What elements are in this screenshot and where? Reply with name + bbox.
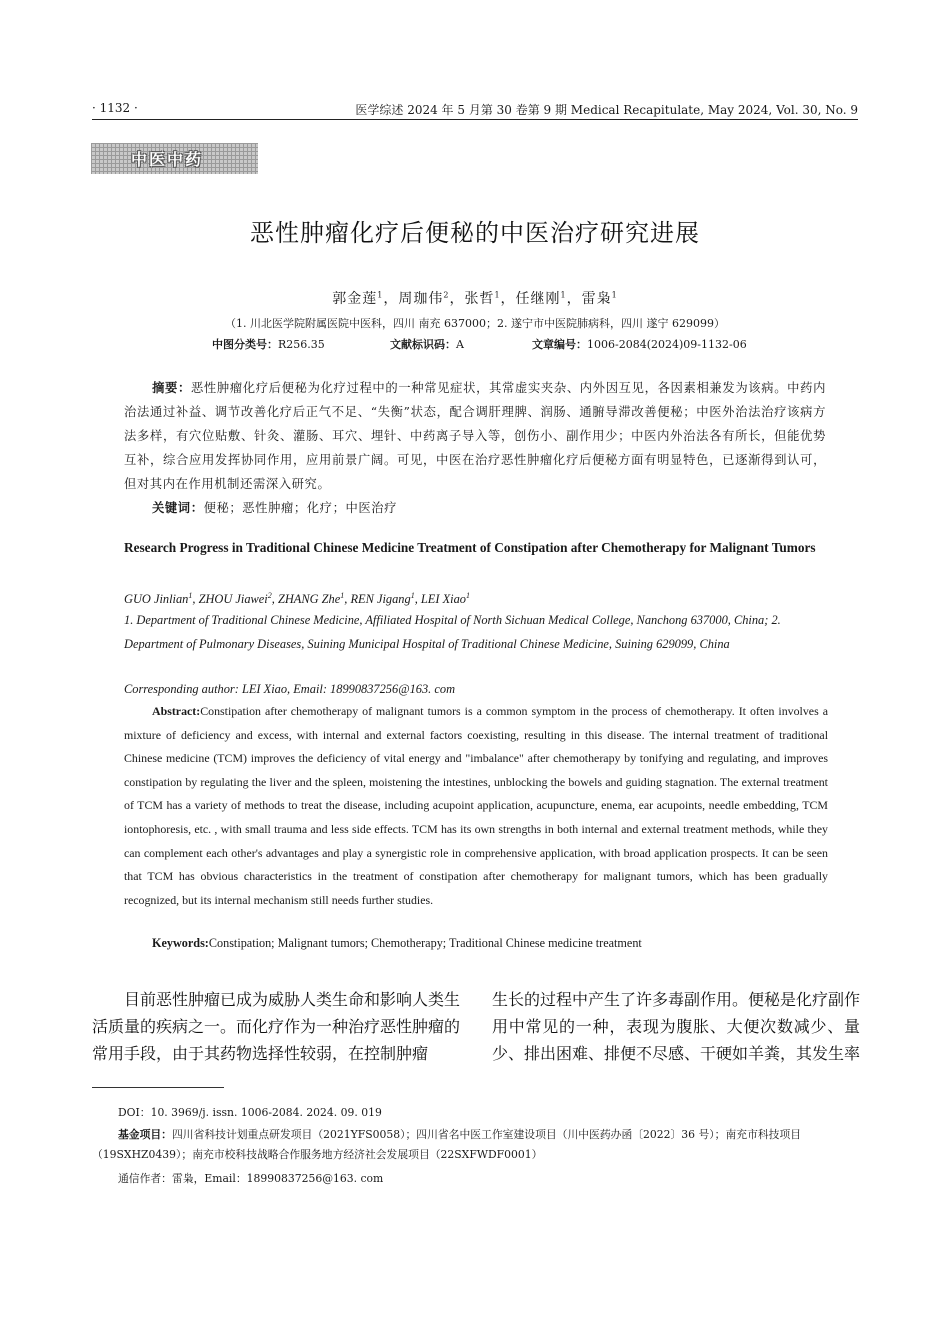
en-keywords-text: Constipation; Malignant tumors; Chemotherapy; Traditional Chinese medicine treatment [208,936,642,950]
article-no-label: 文章编号： [532,338,587,351]
article-title: 恶性肿瘤化疗后便秘的中医治疗研究进展 [250,219,700,247]
author-name: 张哲 [464,291,495,307]
author-sup: 1 [377,290,384,300]
author-sup: 1 [494,290,501,300]
english-corresponding-author: Corresponding author: LEI Xiao, Email: 18990837256@163. com [124,682,456,696]
author-name: 雷枭 [581,291,612,307]
footnote-corresponding: 通信作者：雷枭，Email：18990837256@163. com [118,1172,384,1185]
author-sup: 2 [443,290,450,300]
journal-info: 医学综述 2024 年 5 月第 30 卷第 9 期 Medical Recapitulate, May 2024, Vol. 30, No. 9 [355,103,858,117]
author-name: 郭金莲 [332,291,378,307]
en-abstract-text: Constipation after chemotherapy of malignant tumors is a common symptom in the process of chemotherapy. It often involves a mixture of deficiency and excess, with internal and external factors coexisting, resulting in this disease. The internal treatment of traditional Chinese medicine (TCM) improves the deficiency of vital energy and "imbalance" after chemotherapy by tonifying and regulating, and improves constipation by regulating the liver and the spleen, moistening the intestines, unblocking the bowels and guiding stagnation. The external treatment of TCM has a variety of methods to treat the disease, including acupoint application, acupuncture, enema, ear acupoints, needle embedding, TCM iontophoresis, etc. , with small trauma and less side effects. TCM has its own strengths in both internal and external treatment methods, while they can complement each other's advantages and play a synergistic role in comprehensive application, with broad application prospects. It can be seen that TCM has obvious characteristics in the treatment of constipation after chemotherapy for malignant tumors, which has been gradually recognized, but its internal mechanism still needs further studies. [124,704,828,907]
fund-label: 基金项目： [118,1128,172,1141]
author-sup: 1 [611,290,618,300]
document-code [390,336,464,352]
chinese-abstract [124,376,826,496]
author-list: 郭金莲$^1$，周珈伟$^2$，张哲$^1$，任继刚$^1$，雷枭$^1$ [332,290,618,307]
en-author-sup: 2 [267,591,272,600]
en-author-sup: 1 [340,591,345,600]
fund-text: 四川省科技计划重点研发项目（2021YFS0058）；四川省名中医工作室建设项目（川中医药办函〔2022〕36 号）；南充市科技项目（19SXHZ0439）；南充市校科技战略合作服务地方经济社会发展项目（22SXFWDF0001） [92,1128,802,1161]
en-keywords-label: Keywords: [152,936,209,950]
en-author-name: LEI Xiao [420,592,466,607]
cn-abstract-text: 恶性肿瘤化疗后便秘为化疗过程中的一种常见症状，其常虚实夹杂、内外因互见，各因素相兼发为该病。中药内治法通过补益、调节改善化疗后正气不足、“失衡”状态，配合调肝理脾、润肠、通腑导滞改善便秘；中医外治法治疗该病方法多样，有穴位贴敷、针灸、灌肠、耳穴、埋针、中药离子导入等，创伤小、副作用少；中医内外治法各有所长，但能优势互补，综合应用发挥协同作用，应用前景广阔。可见，中医在治疗恶性肿瘤化疗后便秘方面有明显特色，已逐渐得到认可，但对其内在作用机制还需深入研究。 [124,381,826,491]
classification-number [212,336,325,352]
footnote-fund [92,1125,860,1165]
classification-label: 中图分类号： [212,338,278,351]
cn-keywords-label: 关键词： [152,501,204,515]
doc-code-label: 文献标识码： [390,338,456,351]
footnote-doi: DOI：10. 3969/j. issn. 1006-2084. 2024. 09. 019 [118,1106,382,1119]
body-column-right: 生长的过程中产生了许多毒副作用。便秘是化疗副作用中常见的一种，表现为腹胀、大便次数减少、量少、排出困难、排便不尽感、干硬如羊粪，其发生率 [492,990,861,1063]
author-sup: 1 [560,290,567,300]
page-number: · 1132 · [92,101,138,115]
english-title: Research Progress in Traditional Chinese Medicine Treatment of Constipation after Chemotherapy for Malignant Tumors [124,540,816,555]
chinese-keywords [152,498,397,516]
en-author-sup: 1 [188,591,193,600]
english-author-list: GUO Jinlian$^1$, ZHOU Jiawei$^2$, ZHANG Zhe$^1$, REN Jigang$^1$, LEI Xiao$^1$ [124,591,470,607]
cn-abstract-label: 摘要： [152,381,191,395]
english-keywords [152,936,642,951]
classification-value: R256.35 [278,338,325,351]
author-affiliation: （1. 川北医学院附属医院中医科，四川 南充 637000；2. 遂宁市中医院肺病科，四川 遂宁 629099） [225,317,725,330]
en-author-name: REN Jigang [350,592,411,607]
doc-code-value: A [456,338,464,351]
en-author-sup: 1 [466,591,470,600]
author-name: 周珈伟 [398,291,444,307]
author-name: 任继刚 [515,291,561,307]
body-column-left [92,986,460,1067]
cn-keywords-text: 便秘；恶性肿瘤；化疗；中医治疗 [203,501,398,515]
article-number [532,336,747,352]
article-no-value: 1006-2084(2024)09-1132-06 [587,338,747,351]
en-abstract-label: Abstract: [152,704,201,718]
en-author-sup: 1 [410,591,415,600]
en-author-name: ZHOU Jiawei [198,592,268,607]
english-abstract [124,700,828,912]
en-author-name: ZHANG Zhe [277,592,341,607]
section-label: 中医中药 [131,150,204,169]
header-rule [92,119,858,120]
footnote-rule [92,1087,224,1088]
english-affiliation: 1. Department of Traditional Chinese Medicine, Affiliated Hospital of North Sichuan Medical College, Nanchong 637000, China; 2. Department of Pulmonary Diseases, Suining Municipal Hospital of Traditional Chinese Medicine, Suining 629099, China [124,613,781,651]
en-author-name: GUO Jinlian [124,592,189,607]
body-text-col1: 目前恶性肿瘤已成为威胁人类生命和影响人类生活质量的疾病之一。而化疗作为一种治疗恶性肿瘤的常用手段，由于其药物选择性较弱，在控制肿瘤 [92,990,461,1063]
